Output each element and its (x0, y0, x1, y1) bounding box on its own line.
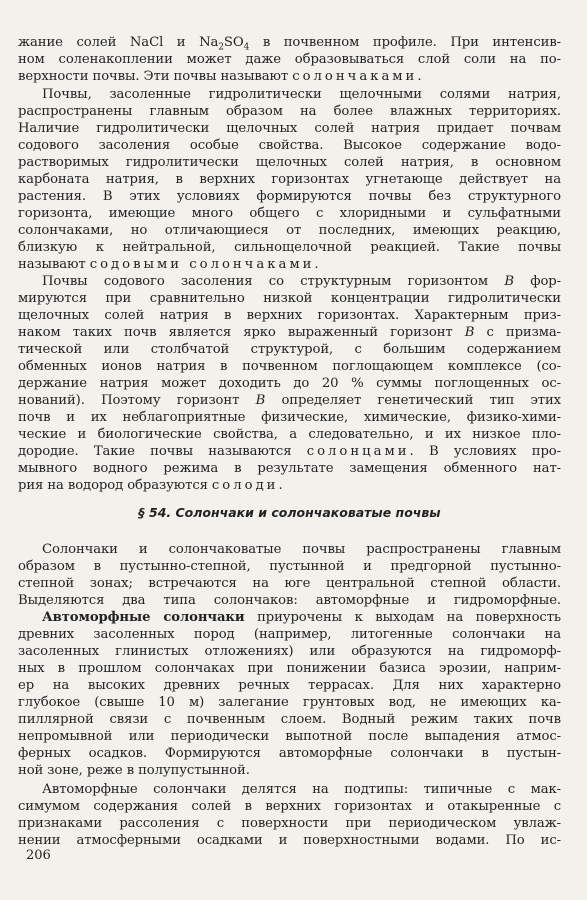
text-line: содового засоления особые свойства. Высокое содержание водо- (18, 138, 561, 153)
text-line: наком таких почв является ярко выраженный горизонт В с призма- (18, 325, 561, 340)
text-line: распространены главным образом на более влажных территориях. (18, 104, 561, 119)
term-spaced: солончаками (292, 69, 418, 84)
text-line: тической или столбчатой структурой, с большим содержанием (18, 342, 561, 357)
text-line: мывного водного режима в результате замещения обменного нат- (18, 461, 561, 476)
paragraph-continuation (18, 34, 561, 85)
text-line: держание натрия может доходить до 20 % суммы поглощенных ос- (18, 376, 561, 391)
term-spaced: содовыми солончаками (89, 257, 315, 272)
text-line: близкую к нейтральной, сильнощелочной реакцией. Такие почвы (18, 240, 561, 255)
text-line: ных в прошлом солончаках при понижении базиса эрозии, наприм- (18, 661, 561, 676)
paragraph-solonetz (18, 273, 561, 494)
text-line: глубокое (свыше 10 м) залегание грунтовых вод, не имеющих ка- (18, 695, 561, 710)
text-line: Автоморфные солончаки делятся на подтипы: типичные с мак- (42, 782, 561, 797)
text-line: горизонта, имеющие много общего с хлоридными и сульфатными (18, 206, 561, 221)
text-line: Солончаки и солончаковатые почвы распространены главным (42, 542, 561, 557)
text-line: древних засоленных пород (например, литогенные солончаки на (18, 627, 561, 642)
text-line: дородие. Такие почвы называются солонцами. В условиях про- (18, 444, 561, 459)
paragraph-subtypes (18, 781, 561, 849)
text-line: образом в пустынно-степной, пустынной и предгорной пустынно- (18, 559, 561, 574)
text-line: растворимых гидролитически щелочных солей натрия, в основном (18, 155, 561, 170)
text-line: солончаками, но отличающиеся от последних, имеющих реакцию, (18, 223, 561, 238)
text-line: непромывной или периодически выпотной после выпадения атмос- (18, 729, 561, 744)
text-line: симумом содержания солей в верхних горизонтах и отакыренные с (18, 799, 561, 814)
text-line: пиллярной связи с почвенным слоем. Водный режим таких почв (18, 712, 561, 727)
text-line: нении атмосферными осадками и поверхностными водами. По ис- (18, 833, 561, 848)
text-line: нований). Поэтому горизонт В определяет генетический тип этих (18, 393, 561, 408)
text-line: карбоната натрия, в верхних горизонтах угнетающе действует на (18, 172, 561, 187)
text-line: ной зоне, реже в полупустынной. (18, 763, 250, 778)
text-line: Автоморфные солончаки приурочены к выходам на поверхность (42, 610, 561, 625)
text-line: растения. В этих условиях формируются почвы без структурного (18, 189, 561, 204)
text-line: щелочных солей натрия в верхних горизонтах. Характерным приз- (18, 308, 561, 323)
text-line: признаками рассоления с поверхности при периодическом увлаж- (18, 816, 561, 831)
text-line: называют содовыми солончаками. (18, 257, 319, 272)
bold-term: Автоморфные солончаки (42, 610, 245, 625)
text-line: жание солей NaCl и $Na_2SO_4$ в почвенном профиле. При интенсив- (18, 35, 562, 53)
term-spaced: солоди (211, 478, 279, 493)
paragraph-solonchaks (18, 541, 561, 779)
text-line: обменных ионов натрия в почвенном поглощающем комплексе (со- (18, 359, 561, 374)
term-spaced: солонцами (306, 444, 410, 459)
text-line: Выделяются два типа солончаков: автоморфные и гидроморфные. (18, 593, 561, 608)
text-line: рия на водород образуются солоди. (18, 478, 283, 493)
text-line: верхности почвы. Эти почвы называют солончаками. (18, 69, 422, 84)
text-line: степной зонах; встречаются на юге центральной степной области. (18, 576, 561, 591)
text-line: мируются при сравнительно низкой концентрации гидролитически (18, 291, 561, 306)
text-line: Почвы, засоленные гидролитически щелочными солями натрия, (42, 87, 561, 102)
text-line: Почвы содового засоления со структурным горизонтом В фор- (42, 274, 561, 289)
text-line: ческие и биологические свойства, а следовательно, и их низкое пло- (18, 427, 561, 442)
text-line: ном соленакоплении может даже образовываться слой соли на по- (18, 52, 561, 67)
paragraph-soda-salinity (18, 86, 561, 273)
text-line: почв и их неблагоприятные физические, химические, физико-хими- (18, 410, 561, 425)
page-number: 206 (26, 848, 51, 863)
section-heading: § 54. Солончаки и солончаковатые почвы (138, 505, 441, 520)
text-line: ферных осадков. Формируются автоморфные солончаки в пустын- (18, 746, 561, 761)
text-line: Наличие гидролитически щелочных солей натрия придает почвам (18, 121, 561, 136)
text-line: ер на высоких древних речных террасах. Для них характерно (18, 678, 561, 693)
text-line: засоленных глинистых отложениях) или образуются на гидроморф- (18, 644, 561, 659)
